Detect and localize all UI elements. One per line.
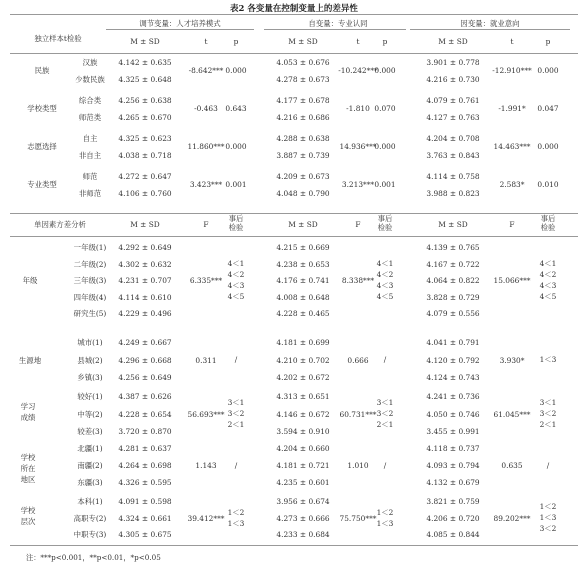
- msd-cell: 3.455 ± 0.991: [426, 427, 480, 436]
- msd-cell: 4.238 ± 0.653: [276, 259, 330, 269]
- f-value: 0.666: [347, 355, 369, 365]
- t-value: -1.810: [346, 104, 370, 113]
- t-value: 14.463***: [493, 142, 531, 151]
- msd-cell: 4.210 ± 0.702: [276, 355, 330, 365]
- msd-cell: 4.048 ± 0.790: [276, 189, 330, 198]
- msd-cell: 4.050 ± 0.746: [426, 409, 480, 419]
- msd-cell: 3.828 ± 0.729: [426, 292, 480, 302]
- msd-cell: 3.887 ± 0.739: [276, 151, 330, 160]
- msd-cell: 3.594 ± 0.910: [276, 427, 330, 436]
- f-value: 39.412***: [187, 513, 225, 523]
- msd-cell: 4.079 ± 0.761: [426, 96, 480, 105]
- msd-cell: 4.302 ± 0.632: [118, 259, 172, 269]
- msd-cell: 3.956 ± 0.674: [276, 497, 330, 506]
- variable-label: 学校层次: [20, 505, 36, 526]
- posthoc-cell: 4＜1: [376, 259, 394, 268]
- f-value: 75.750***: [339, 513, 377, 523]
- msd-cell: 4.120 ± 0.792: [426, 355, 480, 365]
- msd-cell: 4.167 ± 0.722: [426, 259, 480, 269]
- posthoc-cell: 1＜2: [539, 502, 557, 511]
- msd-cell: 4.326 ± 0.595: [118, 478, 172, 487]
- posthoc-cell: 1＜3: [227, 518, 245, 528]
- msd-cell: 4.209 ± 0.673: [276, 172, 330, 181]
- f-value: 56.693***: [187, 409, 225, 419]
- msd-cell: 4.305 ± 0.675: [118, 530, 172, 539]
- level-label: 南疆(2): [77, 461, 103, 470]
- col-group-1: 调节变量：人才培养模式: [139, 19, 221, 28]
- posthoc-cell: 2＜1: [376, 420, 394, 429]
- variable-label: 专业类型: [27, 180, 57, 189]
- msd-cell: 4.142 ± 0.635: [118, 58, 172, 67]
- posthoc-cell: 3＜1: [376, 398, 394, 407]
- header-msd: M ± SD: [130, 37, 160, 46]
- level-label: 自主: [82, 134, 98, 143]
- posthoc-cell: 1＜3: [376, 518, 394, 528]
- posthoc-cell: 4＜1: [227, 259, 245, 268]
- msd-cell: 4.114 ± 0.758: [426, 172, 480, 181]
- posthoc-cell: 2＜1: [227, 420, 245, 429]
- level-label: 高职专(2): [73, 513, 107, 523]
- p-value: 0.000: [225, 66, 247, 75]
- msd-cell: 4.324 ± 0.661: [118, 513, 172, 523]
- anova-header-rule: [10, 236, 578, 237]
- t-value: 3.213***: [341, 180, 375, 189]
- level-label: 中等(2): [77, 409, 103, 419]
- msd-cell: 3.763 ± 0.843: [426, 151, 480, 160]
- msd-cell: 4.053 ± 0.676: [276, 58, 330, 67]
- group-rule-3: [410, 29, 570, 30]
- level-label: 综合类: [78, 96, 102, 105]
- bottom-rule: [10, 545, 578, 546]
- f-value: 1.010: [347, 461, 369, 470]
- level-label: 非师范: [78, 189, 102, 198]
- p-value: 0.643: [225, 104, 247, 113]
- posthoc-cell: /: [383, 355, 387, 364]
- msd-cell: 4.202 ± 0.672: [276, 373, 330, 382]
- msd-cell: 4.093 ± 0.794: [426, 461, 480, 470]
- header-t: t: [204, 37, 208, 46]
- table-title: 表2 各变量在控制变量上的差异性: [230, 4, 358, 14]
- level-label: 乡镇(3): [77, 373, 103, 382]
- msd-cell: 4.296 ± 0.668: [118, 355, 172, 365]
- t-value: 3.423***: [189, 180, 223, 189]
- anova-f: F: [509, 220, 515, 229]
- t-value: -1.991*: [498, 104, 526, 113]
- t-value: 14.936***: [339, 142, 377, 151]
- top-rule: [10, 14, 578, 15]
- msd-cell: 4.313 ± 0.651: [276, 392, 330, 401]
- f-value: 3.930*: [499, 355, 525, 365]
- msd-cell: 4.278 ± 0.673: [276, 75, 330, 84]
- p-value: 0.000: [537, 142, 559, 151]
- level-label: 城市(1): [77, 338, 103, 347]
- t-value: 11.860***: [187, 142, 225, 151]
- msd-cell: 4.272 ± 0.647: [118, 172, 172, 181]
- msd-cell: 4.008 ± 0.648: [276, 292, 330, 302]
- p-value: 0.000: [225, 142, 247, 151]
- posthoc-cell: 4＜3: [227, 281, 245, 290]
- msd-cell: 4.114 ± 0.610: [118, 292, 172, 302]
- posthoc-cell: 1＜3: [539, 513, 557, 522]
- level-label: 汉族: [82, 58, 98, 67]
- level-label: 一年级(1): [73, 243, 107, 252]
- f-value: 8.338***: [341, 276, 375, 285]
- variable-label: 学校所在地区: [20, 453, 36, 484]
- anova-post-header: 事后检验: [540, 214, 556, 232]
- anova-rule: [10, 213, 578, 214]
- posthoc-cell: 4＜3: [539, 281, 557, 290]
- header-t: t: [356, 37, 360, 46]
- p-value: 0.000: [374, 142, 396, 151]
- anova-msd: M ± SD: [438, 220, 468, 229]
- level-label: 本科(1): [77, 497, 103, 506]
- anova-msd: M ± SD: [288, 220, 318, 229]
- t-value: -12.910***: [492, 66, 532, 75]
- table-note: 注：***p<0.001，**p<0.01，*p<0.05: [26, 553, 161, 562]
- msd-cell: 4.132 ± 0.679: [426, 478, 480, 487]
- level-label: 县城(2): [77, 355, 103, 365]
- msd-cell: 4.206 ± 0.720: [426, 513, 480, 523]
- msd-cell: 4.288 ± 0.638: [276, 134, 330, 143]
- posthoc-cell: 3＜2: [376, 409, 394, 418]
- msd-cell: 4.106 ± 0.760: [118, 189, 172, 198]
- level-label: 师范: [82, 172, 98, 181]
- msd-cell: 3.901 ± 0.778: [426, 58, 480, 67]
- p-value: 0.000: [374, 66, 396, 75]
- p-value: 0.000: [537, 66, 559, 75]
- posthoc-cell: 2＜1: [539, 420, 557, 429]
- t-value: 2.583*: [499, 180, 525, 189]
- msd-cell: 4.233 ± 0.684: [276, 530, 330, 539]
- level-label: 四年级(4): [73, 292, 107, 302]
- msd-cell: 4.256 ± 0.649: [118, 373, 172, 382]
- variable-label: 生源地: [18, 355, 42, 365]
- f-value: 60.731***: [339, 409, 377, 419]
- posthoc-cell: /: [383, 460, 387, 470]
- level-label: 东疆(3): [77, 478, 103, 487]
- msd-cell: 4.038 ± 0.718: [118, 151, 172, 160]
- anova-post-header: 事后检验: [377, 214, 393, 232]
- anova-post-header: 事后检验: [228, 214, 244, 232]
- msd-cell: 4.204 ± 0.708: [426, 134, 480, 143]
- posthoc-cell: 3＜2: [227, 409, 245, 418]
- p-value: 0.001: [374, 180, 396, 189]
- posthoc-cell: 4＜5: [227, 292, 245, 301]
- msd-cell: 4.231 ± 0.707: [118, 276, 172, 285]
- level-label: 师范类: [78, 113, 102, 122]
- msd-cell: 4.127 ± 0.763: [426, 113, 480, 122]
- posthoc-cell: /: [234, 355, 238, 364]
- anova-msd: M ± SD: [130, 220, 160, 229]
- header-msd: M ± SD: [438, 37, 468, 46]
- msd-cell: 4.181 ± 0.721: [276, 461, 330, 470]
- f-value: 0.311: [195, 355, 217, 365]
- msd-cell: 4.041 ± 0.791: [426, 338, 480, 347]
- msd-cell: 4.228 ± 0.654: [118, 409, 172, 419]
- f-value: 1.143: [195, 461, 217, 470]
- level-label: 二年级(2): [73, 259, 107, 269]
- col-group-3: 因变量：就业意向: [460, 19, 520, 28]
- msd-cell: 4.273 ± 0.666: [276, 513, 330, 523]
- msd-cell: 4.265 ± 0.670: [118, 113, 172, 122]
- msd-cell: 4.241 ± 0.736: [426, 392, 480, 401]
- f-value: 61.045***: [493, 409, 531, 419]
- anova-f: F: [355, 220, 361, 229]
- posthoc-cell: 3＜1: [227, 398, 245, 407]
- posthoc-cell: 4＜2: [376, 270, 394, 279]
- col-group-2: 自变量：专业认同: [308, 19, 368, 28]
- msd-cell: 4.325 ± 0.623: [118, 134, 172, 143]
- posthoc-cell: 3＜2: [539, 409, 557, 418]
- p-value: 0.047: [537, 104, 559, 113]
- posthoc-cell: 4＜1: [539, 259, 557, 268]
- msd-cell: 4.281 ± 0.637: [118, 444, 172, 453]
- msd-cell: 4.216 ± 0.730: [426, 75, 480, 84]
- msd-cell: 4.249 ± 0.667: [118, 338, 172, 347]
- msd-cell: 4.235 ± 0.601: [276, 478, 330, 487]
- msd-cell: 4.228 ± 0.465: [276, 309, 330, 318]
- variable-label: 志愿选择: [27, 142, 57, 151]
- posthoc-cell: 4＜5: [539, 292, 557, 301]
- msd-cell: 4.064 ± 0.822: [426, 276, 480, 285]
- variable-label: 年级: [22, 276, 38, 285]
- msd-cell: 4.118 ± 0.737: [426, 444, 480, 453]
- posthoc-cell: 4＜5: [376, 292, 394, 301]
- posthoc-cell: 4＜3: [376, 281, 394, 290]
- level-label: 非自主: [78, 151, 102, 160]
- level-label: 较好(1): [77, 392, 103, 401]
- group-label: 独立样本t检验: [34, 34, 82, 43]
- t-value: -8.642***: [188, 66, 224, 75]
- p-value: 0.070: [374, 104, 396, 113]
- posthoc-cell: /: [234, 460, 238, 470]
- posthoc-cell: 4＜2: [227, 270, 245, 279]
- group-rule-1: [106, 29, 254, 30]
- msd-cell: 4.216 ± 0.686: [276, 113, 330, 122]
- msd-cell: 4.124 ± 0.743: [426, 373, 480, 382]
- msd-cell: 4.146 ± 0.672: [276, 409, 330, 419]
- anova-f: F: [203, 220, 209, 229]
- posthoc-cell: 4＜2: [539, 270, 557, 279]
- header-p: p: [233, 37, 239, 46]
- msd-cell: 4.176 ± 0.741: [276, 276, 330, 285]
- msd-cell: 4.256 ± 0.638: [118, 96, 172, 105]
- msd-cell: 4.139 ± 0.765: [426, 243, 480, 252]
- t-value: -0.463: [194, 104, 218, 113]
- header-p: p: [545, 37, 551, 46]
- msd-cell: 3.720 ± 0.870: [118, 427, 172, 436]
- anova-label: 单因素方差分析: [34, 220, 86, 229]
- level-label: 中职专(3): [73, 530, 107, 539]
- variable-label: 民族: [34, 66, 50, 75]
- posthoc-cell: 1＜2: [376, 507, 394, 517]
- msd-cell: 4.091 ± 0.598: [118, 497, 172, 506]
- msd-cell: 4.085 ± 0.844: [426, 530, 480, 539]
- variable-label: 学习成绩: [20, 401, 36, 422]
- msd-cell: 4.229 ± 0.496: [118, 309, 172, 318]
- posthoc-cell: 3＜2: [539, 524, 557, 533]
- msd-cell: 4.181 ± 0.699: [276, 338, 330, 347]
- msd-cell: 4.387 ± 0.626: [118, 392, 172, 401]
- msd-cell: 4.204 ± 0.660: [276, 444, 330, 453]
- header-msd: M ± SD: [288, 37, 318, 46]
- msd-cell: 4.177 ± 0.678: [276, 96, 330, 105]
- msd-cell: 4.264 ± 0.698: [118, 461, 172, 470]
- header-t: t: [510, 37, 514, 46]
- p-value: 0.010: [537, 180, 559, 189]
- level-label: 研究生(5): [73, 309, 107, 318]
- posthoc-cell: /: [546, 460, 550, 470]
- level-label: 三年级(3): [73, 276, 107, 285]
- msd-cell: 3.821 ± 0.759: [426, 497, 480, 506]
- level-label: 北疆(1): [77, 444, 103, 453]
- f-value: 6.335***: [189, 276, 223, 285]
- msd-cell: 3.988 ± 0.823: [426, 189, 480, 198]
- posthoc-cell: 1＜3: [539, 355, 557, 364]
- group-rule-2: [264, 29, 406, 30]
- header-p: p: [382, 37, 388, 46]
- msd-cell: 4.325 ± 0.648: [118, 75, 172, 84]
- f-value: 15.066***: [493, 276, 531, 285]
- msd-cell: 4.292 ± 0.649: [118, 243, 172, 252]
- f-value: 89.202***: [493, 513, 531, 523]
- msd-cell: 4.079 ± 0.556: [426, 309, 480, 318]
- posthoc-cell: 3＜1: [539, 398, 557, 407]
- variable-label: 学校类型: [27, 104, 57, 113]
- posthoc-cell: 1＜2: [227, 507, 245, 517]
- header-rule: [10, 53, 578, 54]
- level-label: 较差(3): [77, 427, 103, 436]
- t-value: -10.242***: [338, 66, 378, 75]
- p-value: 0.001: [225, 180, 247, 189]
- msd-cell: 4.215 ± 0.669: [276, 243, 330, 252]
- level-label: 少数民族: [75, 75, 105, 84]
- f-value: 0.635: [501, 461, 523, 470]
